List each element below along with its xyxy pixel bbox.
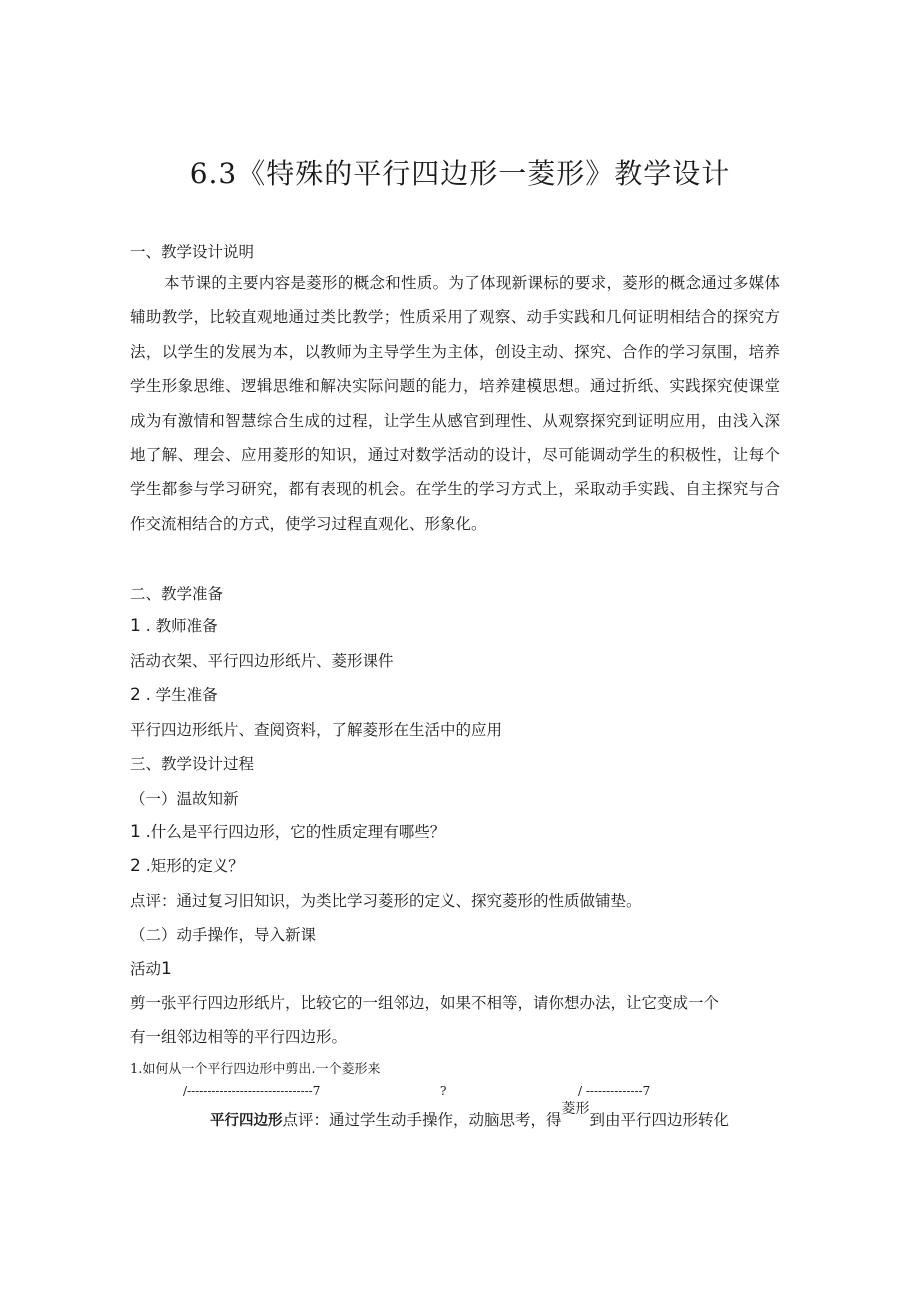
student-prep-heading: [130, 683, 218, 705]
teacher-prep-number: 1: [130, 616, 141, 636]
section-heading-1: 一、教学设计说明: [130, 243, 255, 261]
teacher-prep-heading: [130, 614, 218, 636]
comment-1: 点评：通过复习旧知识，为类比学习菱形的定义、探究菱形的性质做铺垫。: [130, 892, 642, 910]
student-prep-label: . 学生准备: [145, 686, 218, 704]
question-1-number: 1: [130, 822, 141, 842]
question-2: [130, 854, 244, 876]
document-title: 6.3《特殊的平行四边形一菱形》教学设计: [189, 157, 731, 190]
question-1-text: .什么是平行四边形，它的性质定理有哪些？: [145, 823, 446, 841]
section-heading-3: 三、教学设计过程: [130, 755, 255, 773]
dash-label-1: /-------------------------------7: [183, 1084, 321, 1098]
dash-label-2: / --------------7: [578, 1084, 651, 1098]
task-line-1: 剪一张平行四边形纸片，比较它的一组邻边，如果不相等，请你想办法，让它变成一个: [130, 994, 720, 1012]
subsection-heading-1: （一）温故知新: [130, 790, 239, 808]
teacher-prep-label: . 教师准备: [145, 617, 218, 635]
question-2-text: .矩形的定义？: [145, 857, 244, 875]
final-comment-line: [210, 1101, 730, 1130]
task-line-2: 有一组邻边相等的平行四边形。: [130, 1028, 348, 1046]
final-comment-text-1: 点评：通过学生动手操作，动脑思考，得: [282, 1111, 562, 1129]
subsection-heading-2: （二）动手操作，导入新课: [130, 926, 317, 944]
activity-number: 1: [161, 959, 172, 979]
section-heading-2: 二、教学准备: [130, 585, 224, 603]
question-2-number: 2: [130, 856, 141, 876]
dash-question-mark: ?: [440, 1084, 447, 1098]
final-comment-text-2: 到由平行四边形转化: [589, 1111, 730, 1129]
teacher-prep-text: 活动衣架、平行四边形纸片、菱形课件: [130, 652, 394, 670]
small-question: 1.如何从一个平行四边形中剪出.一个菱形来: [130, 1062, 381, 1077]
rhombus-label: 菱形: [561, 1101, 590, 1117]
parallelogram-label: 平行四边形: [210, 1112, 283, 1129]
student-prep-text: 平行四边形纸片、查阅资料，了解菱形在生活中的应用: [130, 721, 503, 739]
activity-label: 活动: [130, 960, 162, 978]
activity-heading: [130, 957, 172, 979]
question-1: [130, 820, 445, 842]
intro-paragraph: 本节课的主要内容是菱形的概念和性质。为了体现新课标的要求，菱形的概念通过多媒体辅助教学，比较直观地通过类比教学；性质采用了观察、动手实践和几何证明相结合的探究方法，以学生的发展为本，以教师为主导学生为主体，创设主动、探究、合作的学习氛围，培养学生形象思维、逻辑思维和解决实际问题的能力，培养建模思想。通过折纸、实践探究使课堂成为有激情和智慧综合生成的过程，让学生从感官到理性、从观察探究到证明应用，由浅入深地了解、理会、应用菱形的知识，通过对数学活动的设计，尽可能调动学生的积极性，让每个学生都参与学习研究，都有表现的机会。在学生的学习方式上，采取动手实践、自主探究与合作交流相结合的方式，使学习过程直观化、形象化。: [130, 274, 780, 533]
student-prep-number: 2: [130, 685, 141, 705]
